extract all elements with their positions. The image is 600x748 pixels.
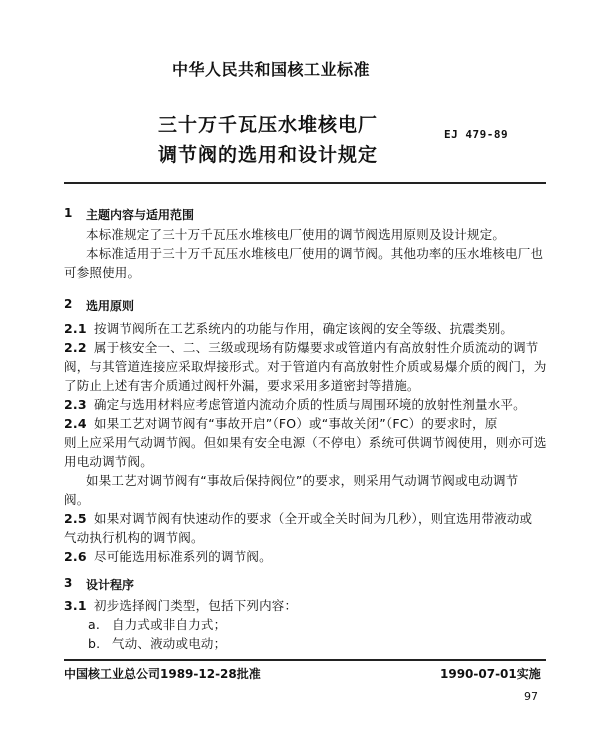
organization-heading: 中华人民共和国核工业标准 bbox=[172, 60, 371, 79]
section-title: 设计程序 bbox=[86, 578, 135, 592]
list-item: 自力式或非自力式； bbox=[112, 617, 227, 632]
document-title-line-2: 调节阀的选用和设计规定 bbox=[158, 144, 379, 166]
clause-text: 尽可能选用标准系列的调节阀。 bbox=[94, 549, 272, 564]
header-rule bbox=[64, 182, 546, 184]
document-title-line-1: 三十万千瓦压水堆核电厂 bbox=[158, 114, 379, 136]
clause-text-continuation: 则上应采用气动调节阀。但如果有安全电源（不停电）系统可供调节阀使用，则亦可选 bbox=[64, 435, 547, 450]
section-title: 主题内容与适用范围 bbox=[86, 208, 195, 222]
section-title: 选用原则 bbox=[86, 299, 135, 313]
paragraph: 如果工艺对调节阀有“事故后保持阀位”的要求，则采用气动调节阀或电动调节 bbox=[86, 473, 519, 488]
clause-number: 2.3 bbox=[64, 397, 87, 412]
clause-number: 2.2 bbox=[64, 340, 87, 355]
section-number: 2 bbox=[64, 297, 73, 311]
clause-number: 3.1 bbox=[64, 598, 87, 613]
approval-line: 中国核工业总公司1989-12-28批准 bbox=[64, 667, 261, 681]
paragraph-continuation: 可参照使用。 bbox=[64, 265, 141, 280]
standard-code: EJ 479-89 bbox=[444, 128, 509, 141]
list-item-label: b. bbox=[88, 636, 101, 651]
clause-number: 2.6 bbox=[64, 549, 87, 564]
clause-text: 如果工艺对调节阀有“事故开启”（FO）或“事故关闭”（FC）的要求时，原 bbox=[94, 416, 498, 431]
section-number: 1 bbox=[64, 206, 73, 220]
clause-text: 如果对调节阀有快速动作的要求（全开或全关时间为几秒），则宜选用带液动或 bbox=[94, 511, 533, 526]
clause-text: 属于核安全一、二、三级或现场有防爆要求或管道内有高放射性介质流动的调节 bbox=[94, 340, 539, 355]
clause-text: 初步选择阀门类型，包括下列内容： bbox=[94, 598, 298, 613]
footer-rule bbox=[64, 659, 546, 661]
paragraph-continuation: 阀。 bbox=[64, 492, 90, 507]
clause-text-continuation: 了防止上述有害介质通过阀杆外漏，要求采用多道密封等措施。 bbox=[64, 378, 420, 393]
section-number: 3 bbox=[64, 576, 73, 590]
clause-number: 2.1 bbox=[64, 321, 87, 336]
clause-number: 2.4 bbox=[64, 416, 87, 431]
page-number: 97 bbox=[524, 690, 538, 703]
paragraph: 本标准适用于三十万千瓦压水堆核电厂使用的调节阀。其他功率的压水堆核电厂也 bbox=[86, 246, 544, 261]
clause-text: 按调节阀所在工艺系统内的功能与作用，确定该阀的安全等级、抗震类别。 bbox=[94, 321, 514, 336]
list-item: 气动、液动或电动； bbox=[112, 636, 227, 651]
implementation-date: 1990-07-01实施 bbox=[440, 667, 541, 681]
clause-text-continuation: 阀，与其管道连接应采取焊接形式。对于管道内有高放射性介质或易爆介质的阀门，为 bbox=[64, 359, 547, 374]
clause-text: 确定与选用材料应考虑管道内流动介质的性质与周围环境的放射性剂量水平。 bbox=[94, 397, 526, 412]
clause-number: 2.5 bbox=[64, 511, 87, 526]
clause-text-continuation: 用电动调节阀。 bbox=[64, 454, 153, 469]
list-item-label: a. bbox=[88, 617, 101, 632]
paragraph: 本标准规定了三十万千瓦压水堆核电厂使用的调节阀选用原则及设计规定。 bbox=[86, 227, 506, 242]
clause-text-continuation: 气动执行机构的调节阀。 bbox=[64, 530, 204, 545]
